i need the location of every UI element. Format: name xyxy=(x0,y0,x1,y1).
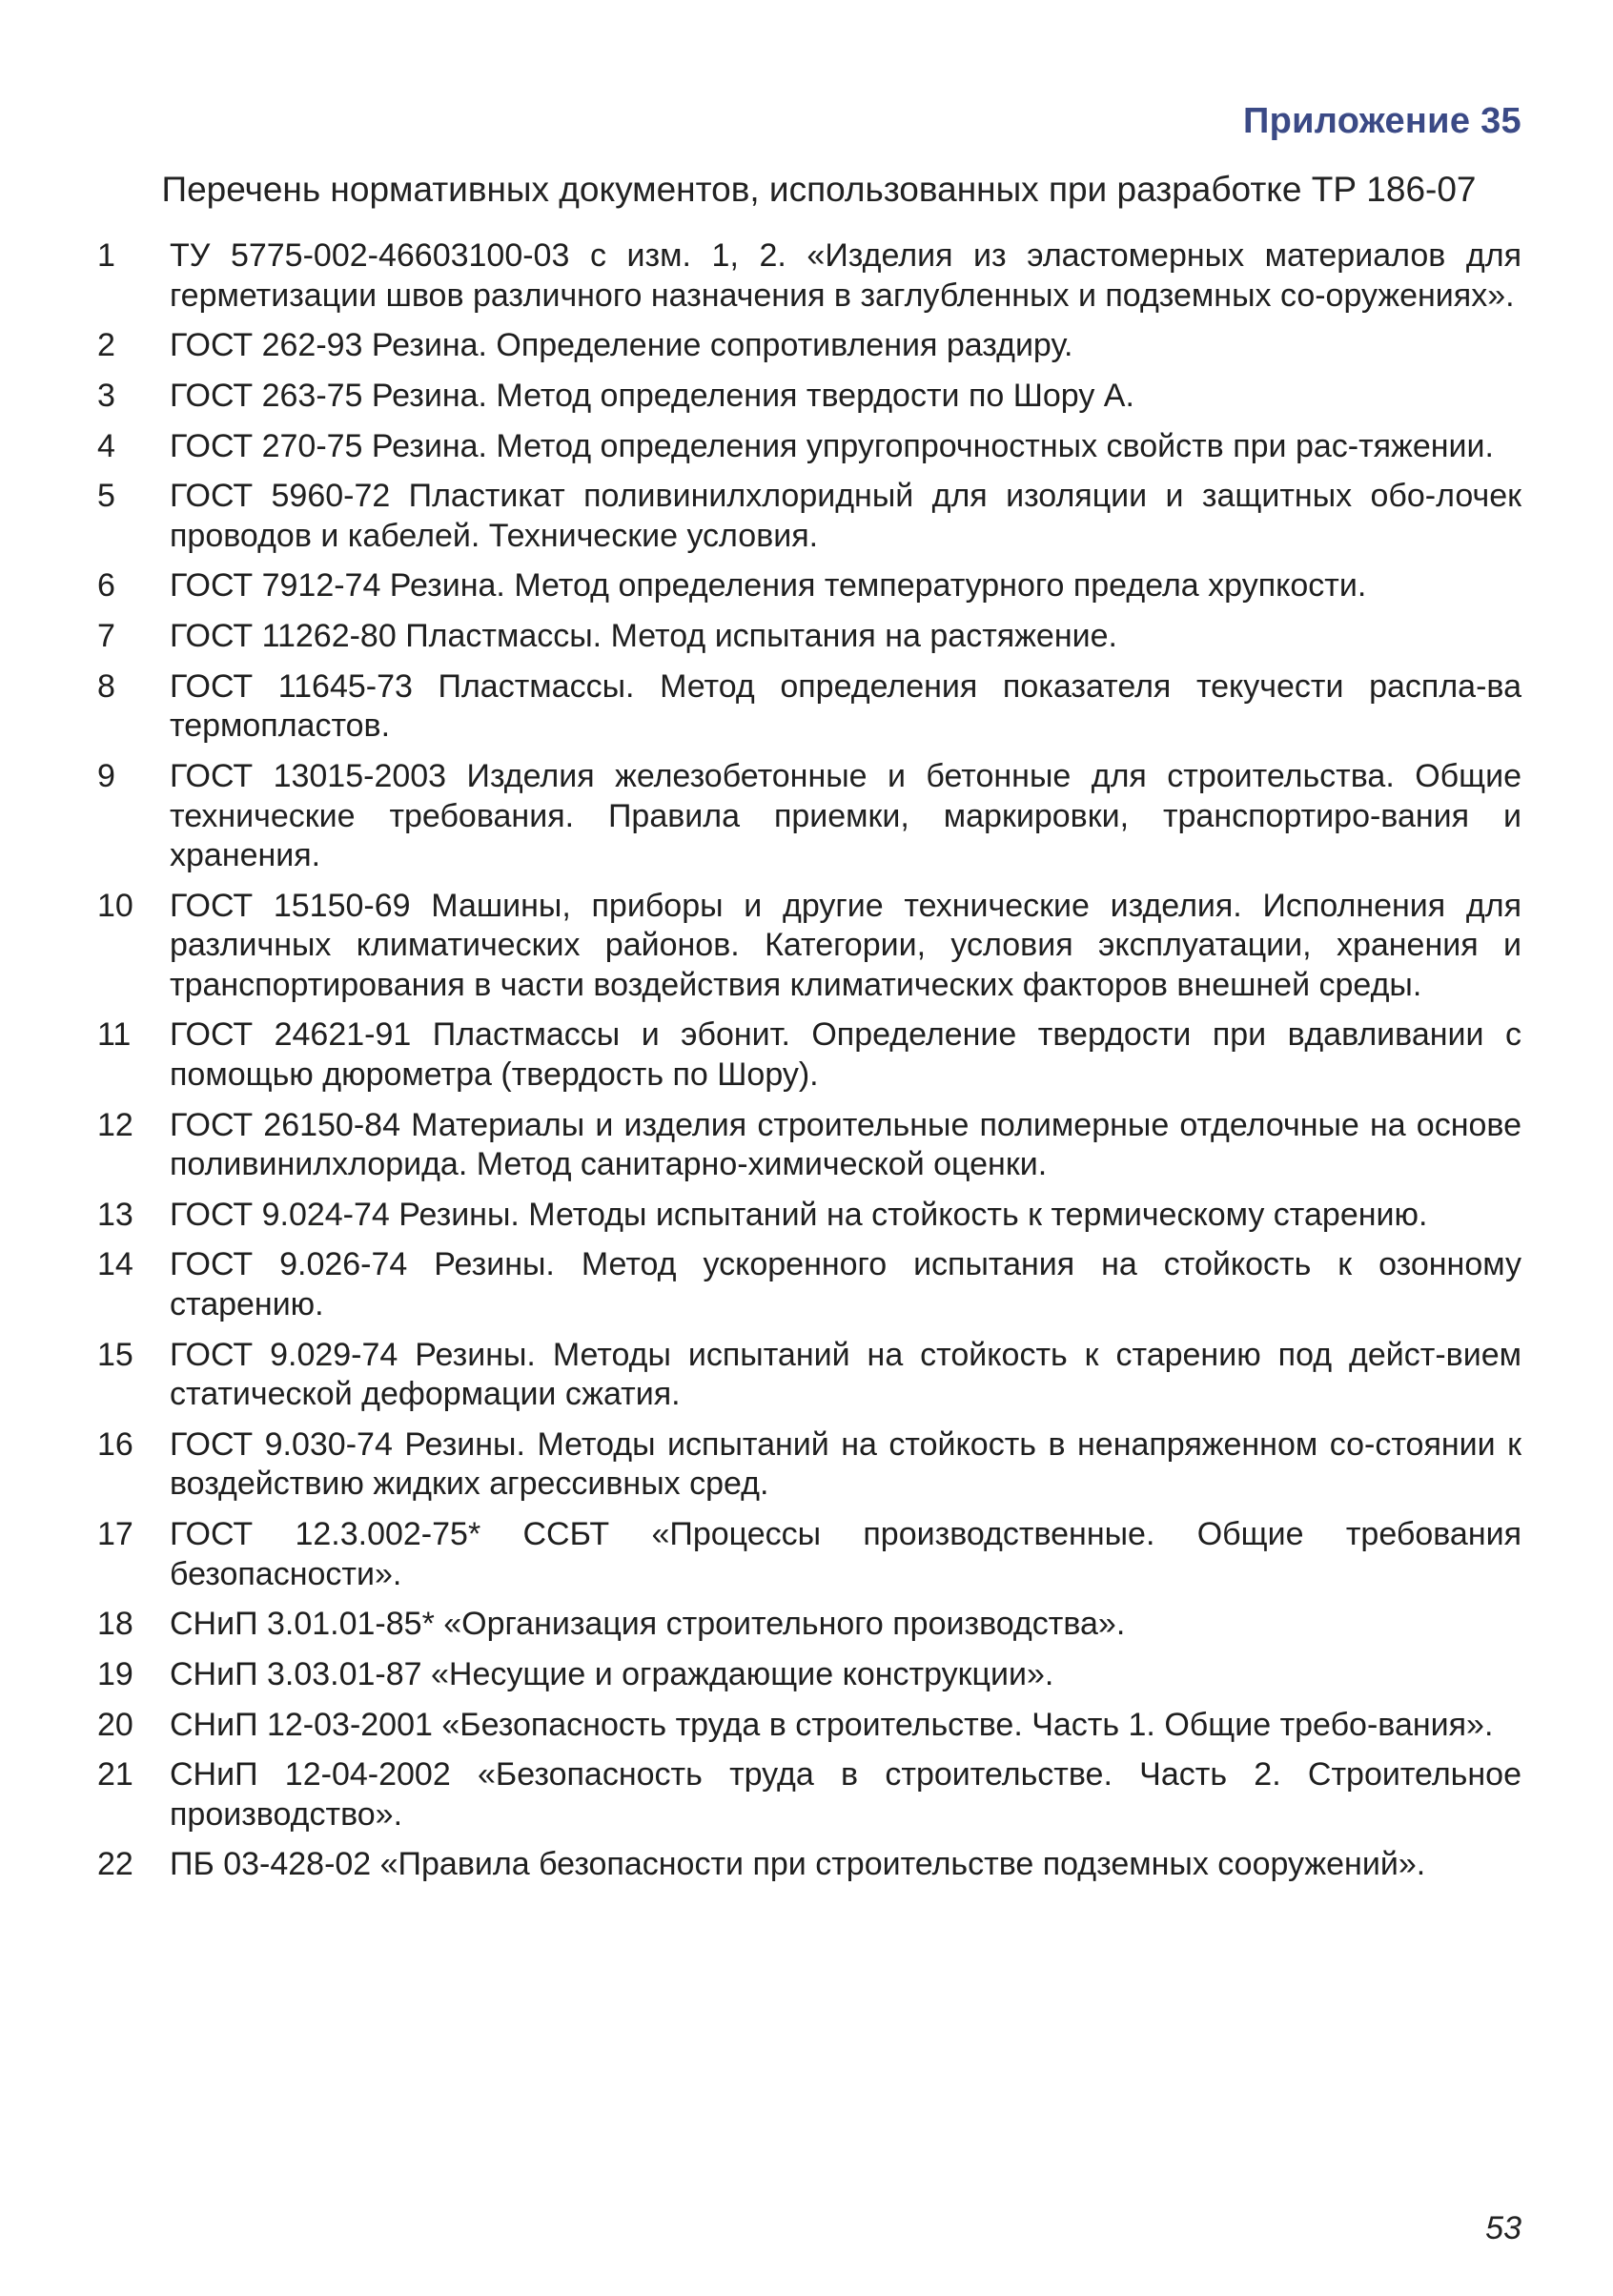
list-item-number: 3 xyxy=(97,377,115,414)
list-item xyxy=(97,1655,1521,1695)
list-item xyxy=(97,236,1521,316)
list-item-text: ГОСТ 11645-73 Пластмассы. Метод определения показателя текучести распла-ва термопластов. xyxy=(170,667,1521,745)
list-item-text: ГОСТ 270-75 Резина. Метод определения упругопрочностных свойств при рас-тяжении. xyxy=(170,427,1494,464)
list-item xyxy=(97,477,1521,556)
list-item-number: 2 xyxy=(97,327,115,364)
list-item-text: СНиП 12-03-2001 «Безопасность труда в строительстве. Часть 1. Общие требо-вания». xyxy=(170,1706,1494,1743)
list-item-text: ГОСТ 9.030-74 Резины. Методы испытаний на стойкость в ненапряженном со-стоянии к воздействию жидких агрессивных сред. xyxy=(170,1425,1521,1503)
list-item-number: 9 xyxy=(97,758,115,794)
list-item-text: ГОСТ 7912-74 Резина. Метод определения температурного предела хрупкости. xyxy=(170,567,1367,605)
list-item-text: СНиП 3.01.01-85* «Организация строительного производства». xyxy=(170,1606,1126,1643)
list-item xyxy=(97,1845,1521,1885)
appendix-label: Приложение 35 xyxy=(1243,101,1521,141)
page-number: 53 xyxy=(1485,2210,1521,2246)
list-item xyxy=(97,1755,1521,1835)
list-item-number: 10 xyxy=(97,887,133,924)
list-item-text: ГОСТ 26150-84 Материалы и изделия строительные полимерные отделочные на основе поливинилхлорида. Метод санитарно-химической оценки. xyxy=(170,1106,1521,1183)
list-item-number: 18 xyxy=(97,1606,133,1643)
list-item xyxy=(97,1336,1521,1415)
list-item xyxy=(97,887,1521,1006)
list-item-number: 6 xyxy=(97,567,115,605)
list-item xyxy=(97,566,1521,606)
list-item xyxy=(97,1706,1521,1746)
list-item xyxy=(97,377,1521,417)
list-item-text: ГОСТ 262-93 Резина. Определение сопротивления раздиру. xyxy=(170,327,1073,364)
list-item-number: 15 xyxy=(97,1336,133,1373)
list-item xyxy=(97,757,1521,876)
list-item-number: 14 xyxy=(97,1246,133,1283)
list-item-number: 4 xyxy=(97,427,115,464)
list-item-number: 22 xyxy=(97,1846,133,1883)
list-item-number: 12 xyxy=(97,1106,133,1143)
list-item-text: ГОСТ 9.026-74 Резины. Метод ускоренного испытания на стойкость к озонному старению. xyxy=(170,1246,1521,1322)
list-item xyxy=(97,326,1521,366)
list-item-number: 1 xyxy=(97,237,115,274)
list-item xyxy=(97,1196,1521,1236)
list-item xyxy=(97,1515,1521,1594)
list-item-text: ГОСТ 11262-80 Пластмассы. Метод испытания на растяжение. xyxy=(170,618,1117,655)
list-item-text: ГОСТ 13015-2003 Изделия железобетонные и бетонные для строительства. Общие технические требования. Правила приемки, маркировки, транспортиро-вания и хранения. xyxy=(170,758,1521,873)
list-item xyxy=(97,1245,1521,1324)
list-item-text: СНиП 3.03.01-87 «Несущие и ограждающие конструкции». xyxy=(170,1655,1054,1692)
list-item-text: СНиП 12-04-2002 «Безопасность труда в строительстве. Часть 2. Строительное производство». xyxy=(170,1756,1521,1833)
list-item-text: ГОСТ 263-75 Резина. Метод определения твердости по Шору А. xyxy=(170,377,1134,414)
list-item-text: ТУ 5775-002-46603100-03 с изм. 1, 2. «Изделия из эластомерных материалов для герметизации швов различного назначения в заглубленных и подземных со-оружениях». xyxy=(170,237,1521,314)
list-item-number: 13 xyxy=(97,1196,133,1233)
list-item xyxy=(97,1605,1521,1645)
list-item-number: 11 xyxy=(97,1016,132,1054)
list-item-text: ГОСТ 9.029-74 Резины. Методы испытаний на стойкость к старению под дейст-вием статической деформации сжатия. xyxy=(170,1336,1521,1413)
list-item-number: 20 xyxy=(97,1706,133,1743)
list-item-text: ГОСТ 5960-72 Пластикат поливинилхлоридный для изоляции и защитных обо-лочек проводов и кабелей. Технические условия. xyxy=(170,478,1521,554)
list-item-text: ГОСТ 15150-69 Машины, приборы и другие технические изделия. Исполнения для различных климатических районов. Категории, условия эксплуатации, хранения и транспортирования в части воздействия климатических факторов внешней среды. xyxy=(170,887,1521,1003)
list-item-number: 19 xyxy=(97,1655,133,1692)
references-list xyxy=(97,236,1521,1896)
list-item xyxy=(97,1015,1521,1095)
list-item-text: ГОСТ 24621-91 Пластмассы и эбонит. Определение твердости при вдавливании с помощью дюрометра (твердость по Шору). xyxy=(170,1016,1521,1093)
list-item-number: 8 xyxy=(97,667,115,705)
list-item xyxy=(97,667,1521,747)
list-item-number: 7 xyxy=(97,618,115,655)
list-item-text: ГОСТ 9.024-74 Резины. Методы испытаний на стойкость к термическому старению. xyxy=(170,1196,1428,1233)
list-item xyxy=(97,427,1521,467)
list-item-number: 5 xyxy=(97,478,115,515)
page-title: Перечень нормативных документов, использованных при разработке ТР 186-07 xyxy=(161,170,1477,209)
list-item-text: ГОСТ 12.3.002-75* ССБТ «Процессы производственные. Общие требования безопасности». xyxy=(170,1516,1521,1592)
list-item-number: 16 xyxy=(97,1425,133,1463)
list-item-number: 17 xyxy=(97,1516,133,1552)
list-item xyxy=(97,617,1521,657)
list-item-text: ПБ 03-428-02 «Правила безопасности при строительстве подземных сооружений». xyxy=(170,1846,1426,1883)
list-item xyxy=(97,1425,1521,1505)
list-item xyxy=(97,1106,1521,1185)
list-item-number: 21 xyxy=(97,1756,133,1794)
